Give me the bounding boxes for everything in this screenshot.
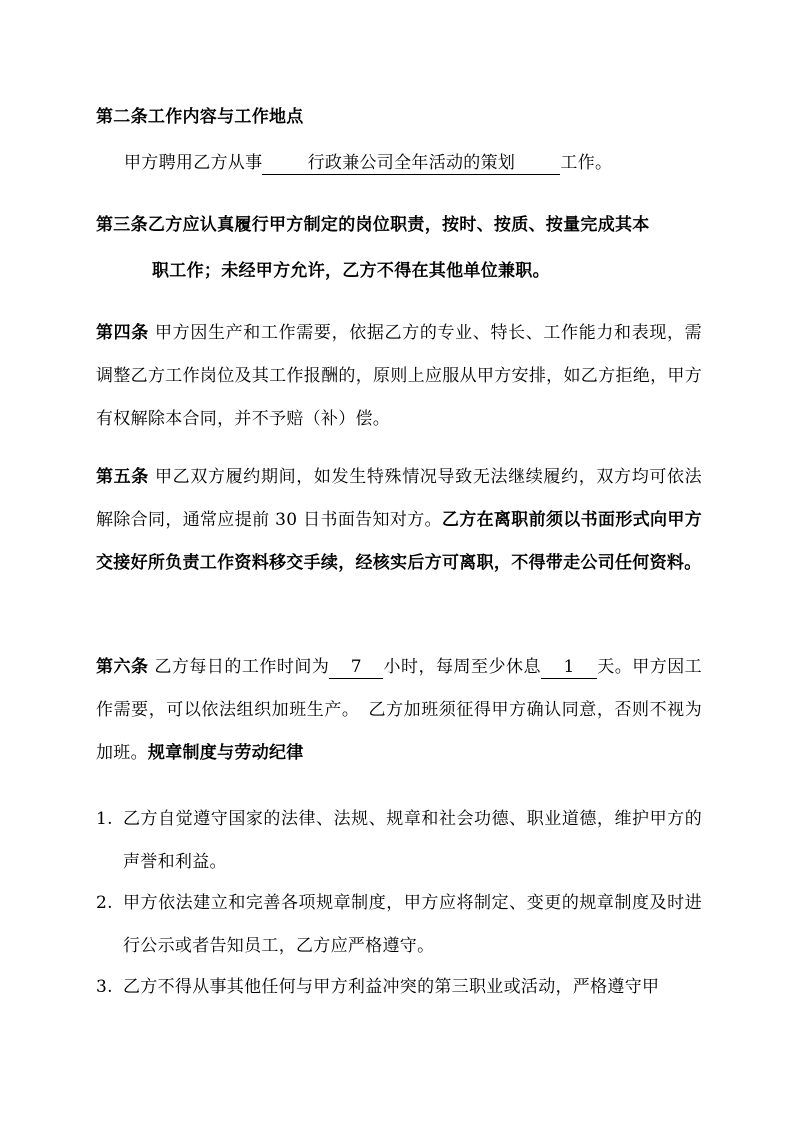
article-6-label: 第六条 xyxy=(96,657,149,677)
article-3-line1: 第三条乙方应认真履行甲方制定的岗位职责，按时、按质、按量完成其本 xyxy=(96,215,650,235)
rule-text: 乙方不得从事其他任何与甲方利益冲突的第三职业或活动，严格遵守甲 xyxy=(123,977,660,997)
rule-text: 乙方自觉遵守国家的法律、法规、规章和社会功德、职业道德，维护甲方的声誉和利益。 xyxy=(123,809,702,872)
article-3-line2: 职工作；未经甲方允许，乙方不得在其他单位兼职。 xyxy=(152,261,550,281)
rest-days-field: 1 xyxy=(541,656,597,679)
rule-item xyxy=(96,966,702,1009)
article-2-body xyxy=(124,142,702,185)
work-hours-field: 7 xyxy=(329,656,383,679)
rule-item xyxy=(96,798,702,884)
article-6-t2: 小时，每周至少休息 xyxy=(383,657,542,677)
rule-item xyxy=(96,882,702,968)
article-5-label: 第五条 xyxy=(96,467,149,487)
article-6-t1: 乙方每日的工作时间为 xyxy=(154,657,330,677)
article-5 xyxy=(96,456,702,585)
article-5-bold-text: 乙方在离职前须以书面形式向甲方交接好所负责工作资料移交手续，经核实后方可离职，不得带走公司任何资料。 xyxy=(96,510,703,573)
rule-number: 1. xyxy=(96,809,113,829)
article-2-heading: 第二条工作内容与工作地点 xyxy=(96,107,304,127)
job-content-field: 行政兼公司全年活动的策划 xyxy=(262,152,560,175)
article-6 xyxy=(96,646,702,775)
article-4-text: 甲方因生产和工作需要，依据乙方的专业、特长、工作能力和表现，需调整乙方工作岗位及其工作报酬的，原则上应服从甲方安排，如乙方拒绝，甲方有权解除本合同，并不予赔（补）偿。 xyxy=(96,323,702,429)
article-4-label: 第四条 xyxy=(96,323,149,343)
rule-number: 2. xyxy=(96,893,113,913)
article-2-post: 工作。 xyxy=(560,153,613,173)
rules-heading: 规章制度与劳动纪律 xyxy=(147,743,304,763)
article-6-t3: 天。甲方因工作需要，可以依法组织加班生产。 乙方加班须征得甲方确认同意，否则不视为加班。 xyxy=(96,657,702,763)
rule-number: 3. xyxy=(96,977,113,997)
article-5-text: 甲乙双方履约期间，如发生特殊情况导致无法继续履约，双方均可依法解除合同，通常应提前 30 日书面告知对方。 xyxy=(96,467,702,530)
rule-text: 甲方依法建立和完善各项规章制度，甲方应将制定、变更的规章制度及时进行公示或者告知员工，乙方应严格遵守。 xyxy=(123,893,702,956)
article-2-pre: 甲方聘用乙方从事 xyxy=(124,153,263,173)
article-4 xyxy=(96,312,702,441)
